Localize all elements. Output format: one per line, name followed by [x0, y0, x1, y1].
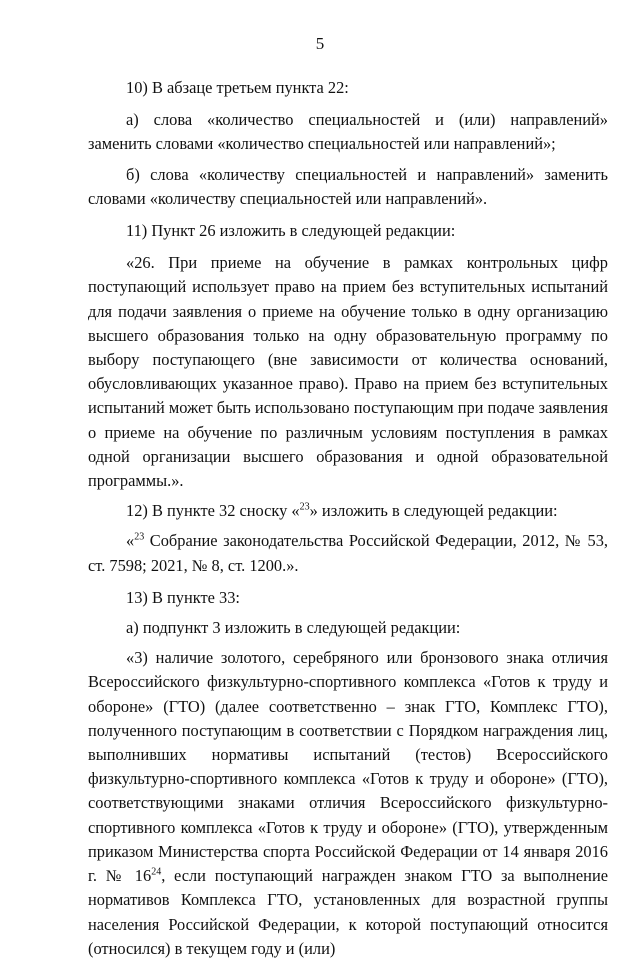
page-number: 5 [315, 34, 325, 53]
footnote-23-number: 23 [134, 531, 145, 543]
footnote-23-ref: 23 [299, 501, 310, 513]
subitem-3-text [88, 646, 608, 961]
item-12-heading [88, 499, 608, 523]
item-10-subitem-b: б) слова «количеству специальностей и направлений» заменить словами «количеству специальностей или направлений». [88, 164, 608, 208]
footnote-23-text [88, 529, 608, 577]
item-26-text: «26. При приеме на обучение в рамках контрольных цифр поступающий использует право на прием без вступительных испытаний для подачи заявления о приеме на обучение только в одну организацию высшего образования только на одну образовательную программу по выбору поступающего (вне зависимости от количества оснований, обусловливающих указанное право). Право на прием без вступительных испытаний может быть использовано поступающим при подаче заявления о приеме на обучение по различным условиям поступления в рамках одной организации высшего образования и одной образовательной программы.». [88, 253, 608, 491]
item-11-heading: 11) Пункт 26 изложить в следующей редакции: [126, 221, 456, 241]
subitem-3-text-before: «3) наличие золотого, серебряного или бронзового знака отличия Всероссийского физкультурно-спортивного комплекса «Готов к труду и обороне» (ГТО) (далее соответственно – знак ГТО, Комплекс ГТО), полученного поступающим в соответствии с Порядком награждения лиц, выполнивших нормативы испытаний (тестов) Всероссийского физкультурно-спортивного комплекса «Готов к труду и обороне» (ГТО), соответствующими знаками отличия Всероссийского физкультурно-спортивного комплекса «Готов к труду и обороне» (ГТО), утвержденным приказом Министерства спорта Российской Федерации от 14 января 2016 г. № 16 [88, 648, 608, 886]
footnote-24-ref: 24 [151, 866, 162, 878]
footnote-23-open-quote: « [126, 531, 135, 551]
item-13-heading: 13) В пункте 33: [126, 587, 240, 607]
item-13-subitem-a: а) подпункт 3 изложить в следующей редакции: [126, 618, 461, 638]
item-12-text-before: 12) В пункте 32 сноску « [126, 501, 300, 521]
item-12-text-after: » изложить в следующей редакции: [309, 501, 558, 521]
item-10-heading: 10) В абзаце третьем пункта 22: [126, 78, 349, 97]
document-body [88, 76, 608, 961]
footnote-23-body: Собрание законодательства Российской Федерации, 2012, № 53, ст. 7598; 2021, № 8, ст. 1200.». [88, 531, 608, 575]
subitem-3-text-after: , если поступающий награжден знаком ГТО за выполнение нормативов Комплекса ГТО, установленных для возрастной группы населения Российской Федерации, к которой поступающий относится (относился) в текущем году и (или) [88, 866, 609, 958]
item-10-subitem-a: а) слова «количество специальностей и (или) направлений» заменить словами «количество специальностей или направлений»; [88, 110, 608, 154]
